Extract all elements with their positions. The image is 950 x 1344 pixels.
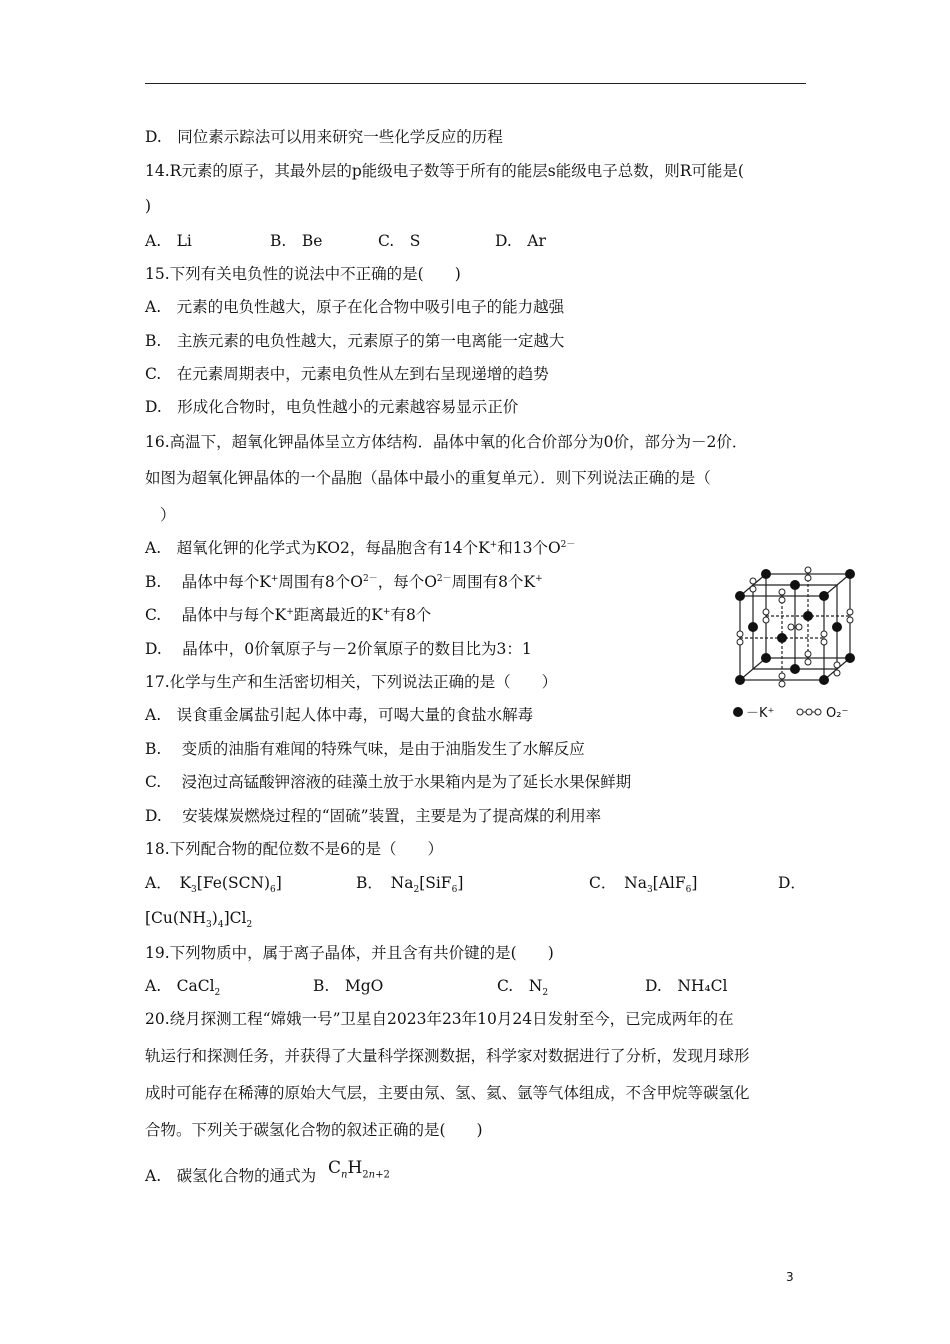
q17-option-d: D. 安装煤炭燃烧过程的“固硫”装置，主要是为了提高煤的利用率 — [145, 807, 602, 825]
q20-stem-line4: 合物。下列关于碳氢化合物的叙述正确的是( ) — [145, 1121, 483, 1139]
q18-option-a: A． $K_3[Fe(SCN)_6]$ — [145, 874, 282, 896]
q18-stem: 18.下列配合物的配位数不是6的是（ ） — [145, 840, 444, 858]
q14-option-c: C. S — [378, 232, 421, 250]
q18-option-d: $[Cu(NH_3)_4]Cl_2$ — [145, 909, 253, 931]
legend-k: －K⁺ — [746, 706, 775, 721]
q16-option-d: D. 晶体中，0价氧原子与－2价氧原子的数目比为3：1 — [145, 640, 532, 658]
legend-o2: O₂⁻ — [826, 706, 849, 721]
q14-stem-end: ) — [145, 197, 152, 215]
q15-option-c: C. 在元素周期表中，元素电负性从左到右呈现递增的趋势 — [145, 365, 549, 383]
q16-stem-line2: 如图为超氧化钾晶体的一个晶胞（晶体中最小的重复单元）．则下列说法正确的是（ — [145, 469, 711, 487]
q19-option-b: B. MgO — [313, 977, 384, 995]
k-ion-legend-icon — [733, 707, 743, 717]
q19-stem: 19.下列物质中，属于离子晶体，并且含有共价键的是( ) — [145, 944, 554, 962]
q18-option-b: B． $Na_2[SiF_6]$ — [356, 874, 464, 896]
q17-option-a: A. 误食重金属盐引起人体中毒，可喝大量的食盐水解毒 — [145, 706, 534, 724]
q18-option-c: C． $Na_3[AlF_6]$ — [589, 874, 698, 896]
q20-stem-line2: 轨运行和探测任务，并获得了大量科学探测数据，科学家对数据进行了分析，发现月球形 — [145, 1047, 750, 1065]
q14-stem: 14.R元素的原子，其最外层的p能级电子数等于所有的能层s能级电子总数，则R可能是( — [145, 162, 744, 180]
q17-option-c: C. 浸泡过高锰酸钾溶液的硅藻土放于水果箱内是为了延长水果保鲜期 — [145, 773, 632, 791]
q17-option-b: B. 变质的油脂有难闻的特殊气味，是由于油脂发生了水解反应 — [145, 740, 585, 758]
page-number: 3 — [786, 1270, 794, 1284]
q14-option-d: D. Ar — [495, 232, 546, 250]
q20-stem-line3: 成时可能存在稀薄的原始大气层，主要由氖、氢、氦、氩等气体组成，不含甲烷等碳氢化 — [145, 1084, 750, 1102]
q19-option-c: C. $N_2$ — [497, 977, 549, 999]
q19-option-a: A. CaCl$_2$ — [145, 977, 221, 999]
q16-option-c: C. 晶体中与每个K+距离最近的K+有8个 — [145, 606, 432, 624]
q20-option-a: A. 碳氢化合物的通式为 — [145, 1167, 317, 1185]
header-rule — [145, 83, 806, 84]
q13-option-d: D. 同位素示踪法可以用来研究一些化学反应的历程 — [145, 128, 503, 146]
q15-option-b: B. 主族元素的电负性越大，元素原子的第一电离能一定越大 — [145, 332, 565, 350]
q16-option-b: B. 晶体中每个K+周围有8个$O^{2-}$，每个$O^{2-}$周围有8个K+ — [145, 573, 543, 591]
q15-option-a: A. 元素的电负性越大，原子在化合物中吸引电子的能力越强 — [145, 298, 565, 316]
q14-option-a: A. Li — [145, 232, 192, 250]
q16-stem-line1: 16.高温下，超氧化钾晶体呈立方体结构．晶体中氧的化合价部分为0价，部分为－2价． — [145, 433, 748, 451]
q16-option-a: A. 超氧化钾的化学式为KO2，每晶胞含有14个K+和13个$O^{2-}$ — [145, 539, 576, 557]
q14-option-b: B. Be — [270, 232, 323, 250]
q20-stem-line1: 20.绕月探测工程“嫦娥一号”卫星自2023年23年10月24日发射至今，已完成两年的在 — [145, 1010, 734, 1028]
q16-stem-line3: ） — [160, 506, 176, 524]
q15-stem: 15.下列有关电负性的说法中不正确的是( ) — [145, 265, 461, 283]
crystal-cell-figure — [726, 564, 866, 724]
q18-option-d-label: D． — [778, 874, 806, 892]
q17-stem: 17.化学与生产和生活密切相关，下列说法正确的是（ ） — [145, 673, 558, 691]
q15-option-d: D. 形成化合物时，电负性越小的元素越容易显示正价 — [145, 398, 519, 416]
o2-legend-icon — [797, 709, 821, 715]
q19-option-d: D. NH₄Cl — [645, 977, 728, 995]
alkane-general-formula: $C_nH_{2n+2}$ — [328, 1158, 390, 1181]
